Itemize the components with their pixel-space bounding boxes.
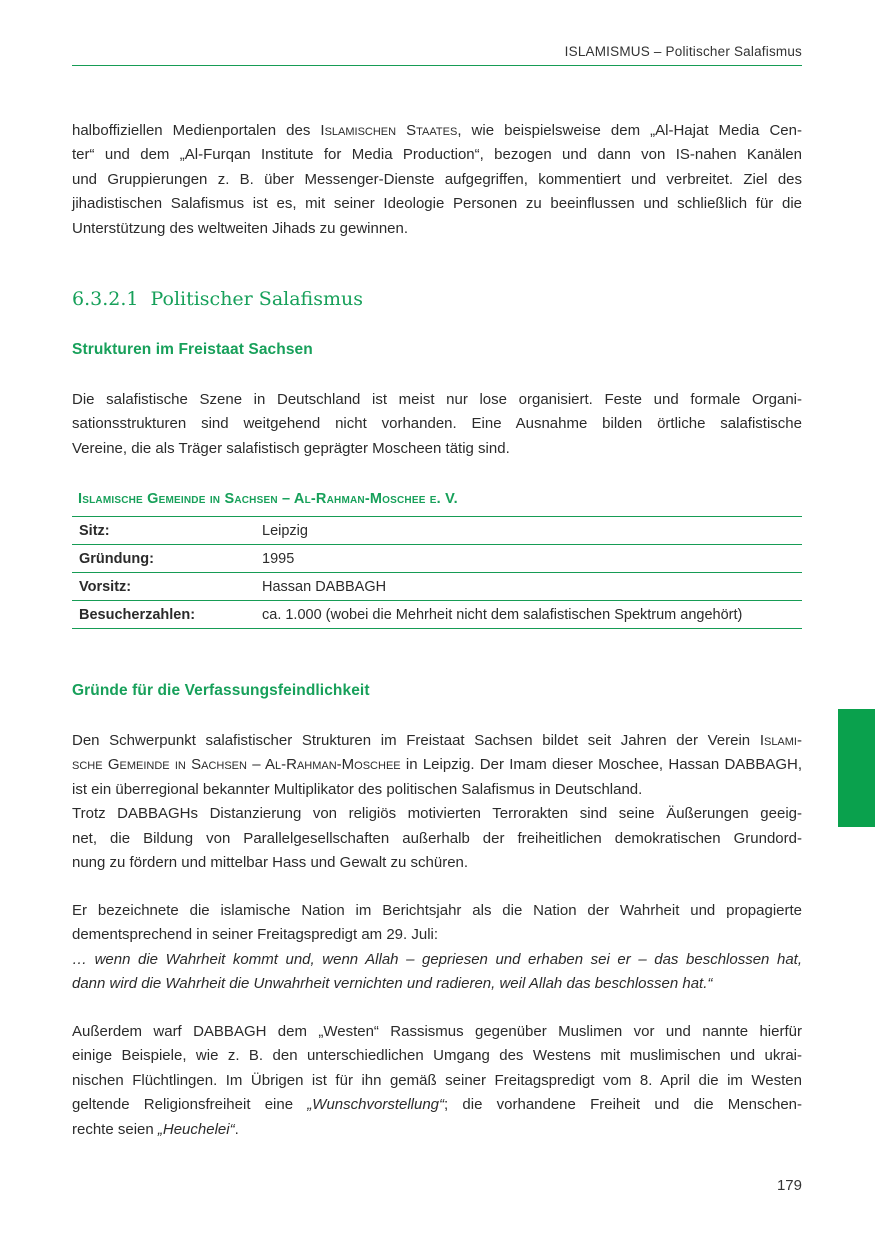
- row-value: ca. 1.000 (wobei die Mehrheit nicht dem salafistischen Spektrum angehört): [262, 606, 743, 623]
- text-line: Außerdem warf DABBAGH dem „Westen“ Rassismus gegenüber Muslimen vor und nannte hierfür: [72, 1023, 802, 1040]
- structures-paragraph: [72, 388, 802, 461]
- row-value: 1995: [262, 550, 295, 567]
- text-line: Er bezeichnete die islamische Nation im Berichtsjahr als die Nation der Wahrheit und propagierte: [72, 902, 802, 919]
- text-line: sche Gemeinde in Sachsen – Al-Rahman-Moschee in Leipzig. Der Imam dieser Moschee, Hassan DABBAGH,: [72, 756, 802, 774]
- quote-line: … wenn die Wahrheit kommt und, wenn Allah – gepriesen und erhaben sei er – das beschlossen hat,: [72, 950, 802, 968]
- text-line: einige Beispiele, wie z. B. den unterschiedlichen Umgang des Westens mit muslimischen und ukrai-: [72, 1047, 802, 1065]
- row-label: Besucherzahlen:: [79, 606, 196, 623]
- page-number: 179: [776, 1177, 802, 1194]
- text-line: und Gruppierungen z. B. über Messenger-Dienste aufgegriffen, kommentiert und verbreitet. Ziel des: [72, 170, 802, 188]
- row-label: Gründung:: [79, 550, 154, 567]
- small-caps-text: Islamischen Staates: [320, 122, 458, 139]
- row-value: Leipzig: [262, 522, 308, 539]
- running-header: ISLAMISMUS – Politischer Salafismus: [564, 44, 802, 59]
- text-line: nischen Flüchtlingen. Im Übrigen ist für ihn gemäß seiner Freitagspredigt vom 8. April die im Westen: [72, 1071, 802, 1089]
- subheading-structures: Strukturen im Freistaat Sachsen: [72, 341, 313, 358]
- text-line: Den Schwerpunkt salafistischer Strukturen im Freistaat Sachsen bildet seit Jahren der Verein Islami-: [72, 732, 802, 749]
- text-line: dementsprechend in seiner Freitagspredigt am 29. Juli:: [72, 926, 439, 944]
- section-heading: [72, 288, 363, 310]
- text-line: nung zu fördern und mittelbar Hass und Gewalt zu schüren.: [72, 854, 469, 872]
- table-row: [72, 545, 802, 573]
- small-caps-text: Islami-: [759, 732, 802, 749]
- section-title: Politischer Salafismus: [150, 288, 363, 310]
- intro-paragraph: [72, 119, 802, 241]
- quote-line: dann wird die Wahrheit die Unwahrheit vernichten und radieren, weil Allah das beschlossen hat.“: [72, 975, 713, 993]
- reasons-paragraph-2: [72, 899, 802, 997]
- chapter-side-tab: [838, 709, 875, 827]
- text-line: sationsstrukturen sind weitgehend nicht vorhanden. Eine Ausnahme bilden örtliche salafistische: [72, 415, 802, 433]
- row-label: Vorsitz:: [79, 578, 132, 595]
- text-line: halboffiziellen Medienportalen des Islamischen Staates, wie beispielsweise dem „Al-Hajat Media Cen-: [72, 122, 802, 139]
- text-line: rechte seien „Heuchelei“.: [72, 1120, 239, 1138]
- reasons-paragraph-3: [72, 1020, 802, 1142]
- header-rule: [72, 65, 802, 66]
- organization-info-table: [72, 516, 802, 629]
- text-line: ter“ und dem „Al-Furqan Institute for Media Production“, bezogen und dann von IS-nahen Kanälen: [72, 146, 802, 164]
- row-value: Hassan DABBAGH: [262, 578, 387, 595]
- text-line: Die salafistische Szene in Deutschland ist meist nur lose organisiert. Feste und formale Organi-: [72, 391, 802, 408]
- text-line: net, die Bildung von Parallelgesellschaften außerhalb der freiheitlichen demokratischen Grundord-: [72, 829, 802, 847]
- text-line: Trotz DABBAGHs Distanzierung von religiös motivierten Terrorakten sind seine Äußerungen geeig-: [72, 805, 802, 823]
- text-line: Unterstützung des weltweiten Jihads zu gewinnen.: [72, 219, 409, 237]
- section-number: 6.3.2.1: [72, 288, 139, 310]
- table-row: [72, 601, 802, 629]
- row-label: Sitz:: [79, 522, 110, 539]
- table-row: [72, 517, 802, 545]
- text-line: Vereine, die als Träger salafistisch geprägter Moscheen tätig sind.: [72, 439, 510, 457]
- subheading-reasons: Gründe für die Verfassungsfeindlichkeit: [72, 682, 370, 699]
- table-caption: Islamische Gemeinde in Sachsen – Al-Rahman-Moschee e. V.: [78, 491, 458, 507]
- text-line: jihadistischen Salafismus ist es, mit seiner Ideologie Personen zu beeinflussen und schließlich für die: [72, 195, 802, 213]
- table-row: [72, 573, 802, 601]
- text-line: geltende Religionsfreiheit eine „Wunschvorstellung“; die vorhandene Freiheit und die Menschen-: [72, 1096, 803, 1114]
- reasons-paragraph-1: [72, 729, 802, 875]
- small-caps-text: sche Gemeinde in Sachsen – Al-Rahman-Moschee: [72, 756, 401, 774]
- text-line: ist ein überregional bekannter Multiplikator des politischen Salafismus in Deutschland.: [72, 780, 643, 798]
